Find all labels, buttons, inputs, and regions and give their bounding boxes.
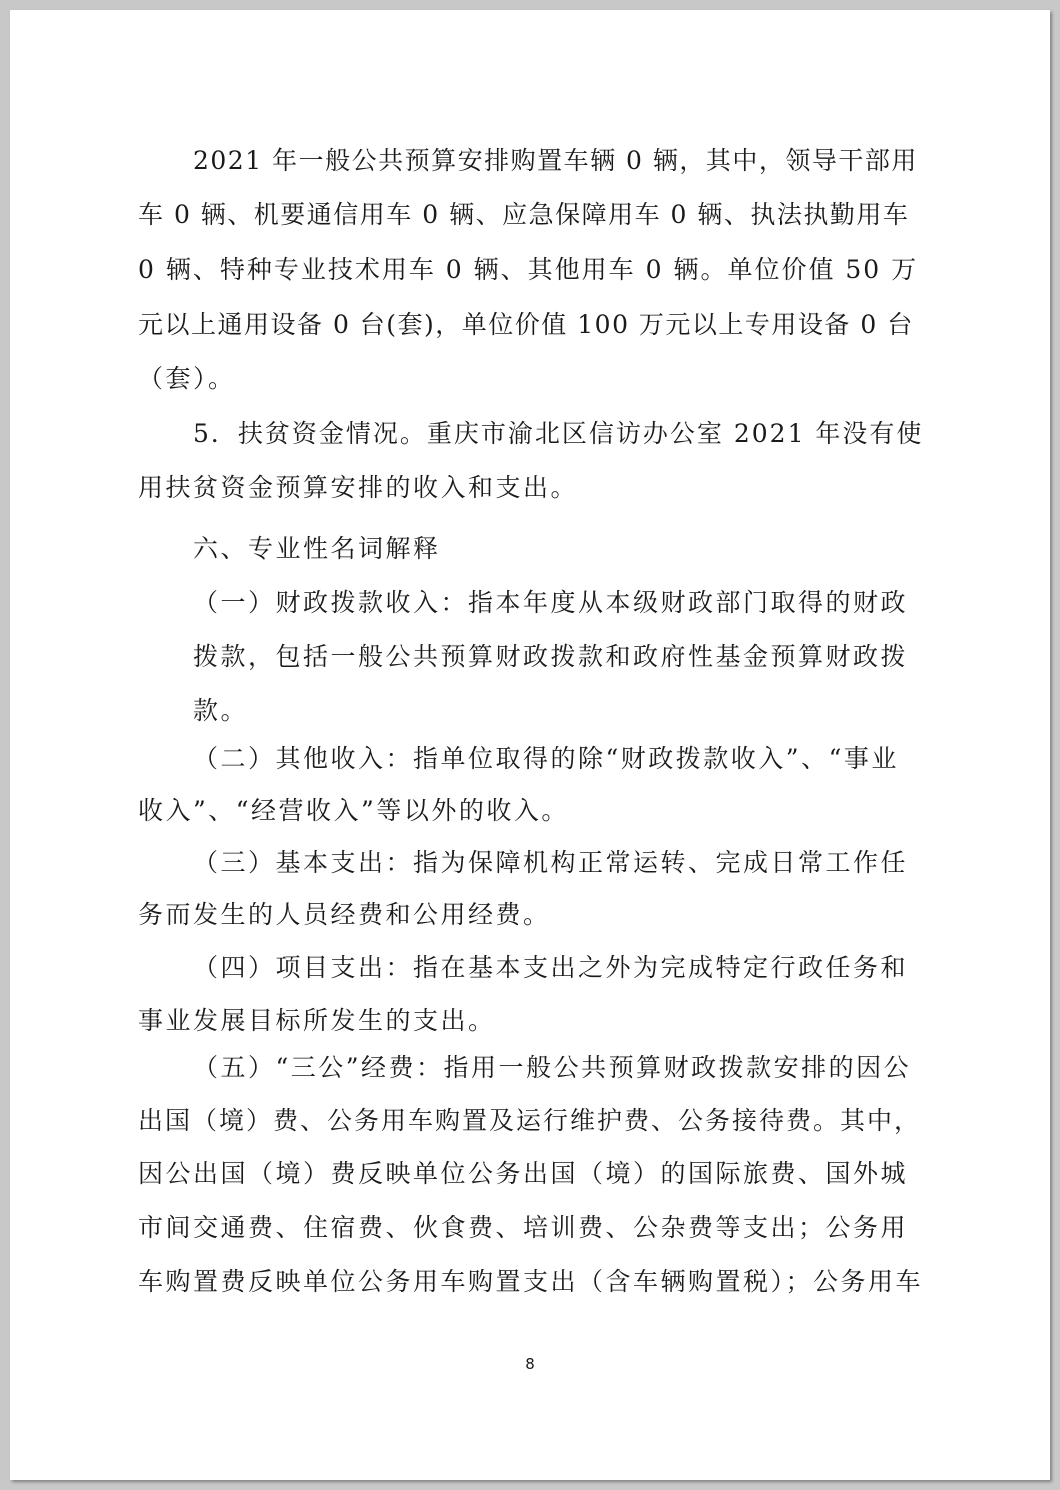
text-line: 元以上通用设备 0 台(套)，单位价值 100 万元以上专用设备 0 台 (138, 310, 914, 339)
text-line: 2021 年一般公共预算安排购置车辆 0 辆，其中，领导干部用 (193, 146, 918, 175)
text-line: （三）基本支出：指为保障机构正常运转、完成日常工作任 (193, 848, 909, 877)
text-line: 车购置费反映单位公务用车购置支出（含车辆购置税）；公务用车 (138, 1267, 924, 1296)
document-page (10, 10, 1050, 1480)
text-line: （套）。 (138, 364, 236, 393)
text-line: 收入”、“经营收入”等以外的收入。 (138, 796, 569, 825)
page-number: 8 (525, 1355, 535, 1373)
text-line: 用扶贫资金预算安排的收入和支出。 (138, 473, 579, 502)
text-line: 款。 (193, 696, 249, 725)
text-line: （四）项目支出：指在基本支出之外为完成特定行政任务和 (193, 953, 909, 982)
section-heading: 六、专业性名词解释 (193, 534, 441, 563)
text-line: 5．扶贫资金情况。重庆市渝北区信访办公室 2021 年没有使 (193, 419, 924, 448)
text-line: 出国（境）费、公务用车购置及运行维护费、公务接待费。其中， (138, 1106, 922, 1135)
text-line: 因公出国（境）费反映单位公务出国（境）的国际旅费、国外城 (138, 1159, 909, 1188)
text-line: 拨款，包括一般公共预算财政拨款和政府性基金预算财政拨 (193, 642, 909, 671)
text-line: 市间交通费、住宿费、伙食费、培训费、公杂费等支出；公务用 (138, 1213, 909, 1242)
text-line: 车 0 辆、机要通信用车 0 辆、应急保障用车 0 辆、执法执勤用车 (138, 200, 910, 229)
text-line: 务而发生的人员经费和公用经费。 (138, 900, 551, 929)
text-line: 事业发展目标所发生的支出。 (138, 1006, 496, 1035)
text-line: （五）“三公”经费：指用一般公共预算财政拨款安排的因公 (193, 1053, 912, 1082)
text-line: （二）其他收入：指单位取得的除“财政拨款收入”、“事业 (193, 744, 899, 773)
text-line: 0 辆、特种专业技术用车 0 辆、其他用车 0 辆。单位价值 50 万 (138, 255, 919, 284)
text-line: （一）财政拨款收入：指本年度从本级财政部门取得的财政 (193, 588, 909, 617)
